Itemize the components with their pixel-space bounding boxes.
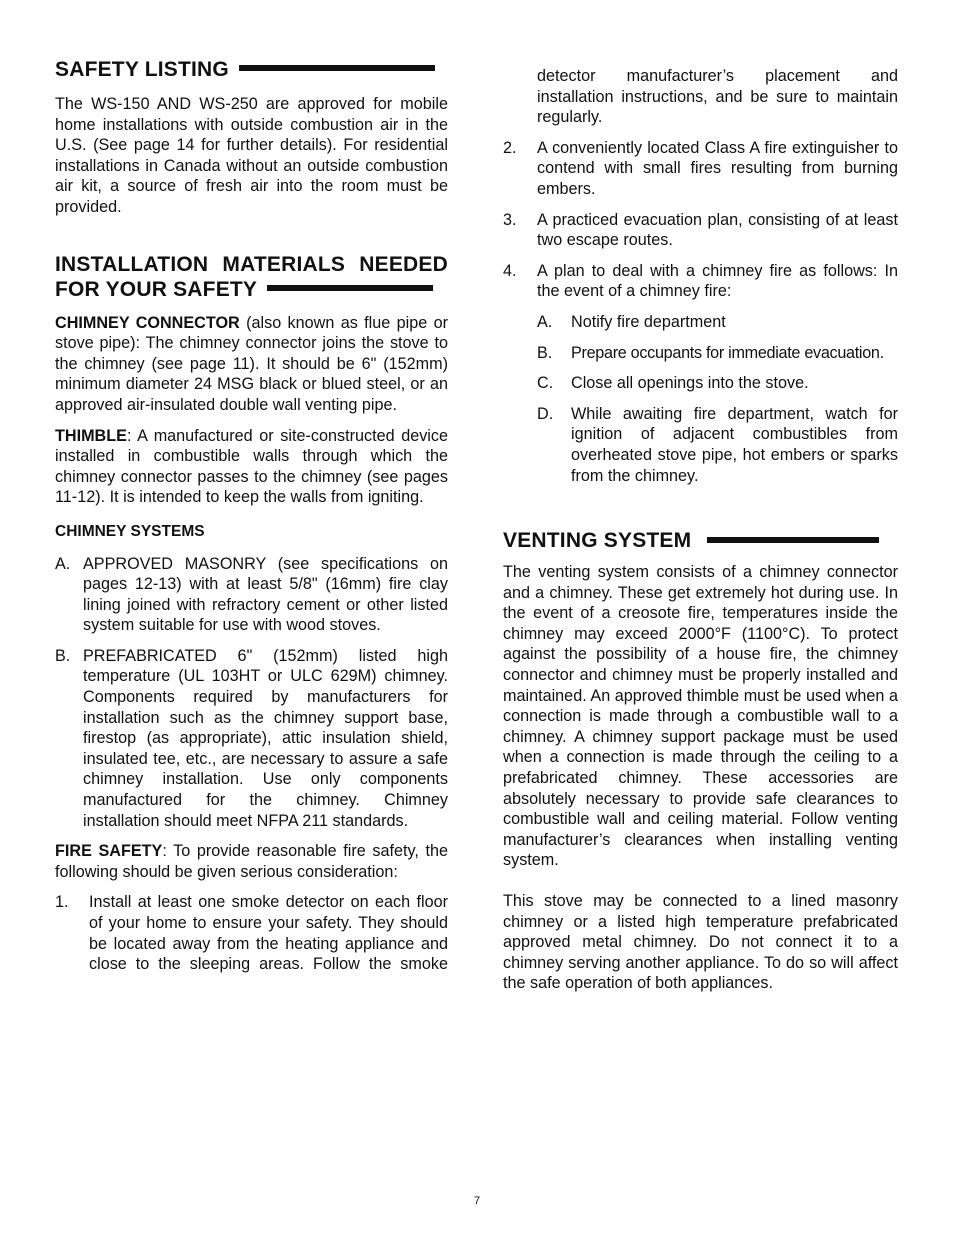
chimney-fire-step [537,343,898,364]
thimble-paragraph [55,426,448,508]
fire-safety-item [55,892,448,974]
list-label: 1. [55,893,69,912]
materials-heading-line2: FOR YOUR SAFETY [55,277,258,301]
chimney-fire-steps [537,312,898,486]
heading-rule [267,285,433,291]
list-text: detector manufacturer’s placement and installation instructions, and be sure to maintain regularly. [537,67,898,127]
list-text: Prepare occupants for immediate evacuation. [571,343,884,362]
list-text: APPROVED MASONRY (see specifications on pages 12-13) with at least 5/8" (16mm) fire clay lining joined with refractory cement or other listed system suitable for use with wood stoves. [83,554,448,635]
fire-safety-item-continued [503,66,898,128]
safety-listing-body: The WS-150 AND WS-250 are approved for mobile home installations with outside combustion air in the U.S. (See page 14 for further details). For residential installations in Canada without an outside combustion air kit, a source of fresh air into the room must be provided. [55,95,448,216]
list-label: A. [55,554,71,573]
list-text: Close all openings into the stove. [571,374,809,393]
thimble-text: : A manufactured or site-constructed device installed in combustible walls through which the chimney connector passes to the chimney (see pages 11-12). It is intended to keep the walls from igniting. [55,426,448,507]
fire-safety-item [503,261,898,302]
list-text: A conveniently located Class A fire extinguisher to contend with small fires resulting from burning embers. [537,138,898,198]
page-number: 7 [473,1195,481,1207]
fire-safety-term: FIRE SAFETY [55,842,163,861]
right-column [503,66,898,994]
list-text: Install at least one smoke detector on each floor of your home to ensure your safety. They should be located away from the heating appliance and close to the sleeping areas. Follow the smoke [89,893,448,974]
chimney-system-item [55,646,448,831]
thimble-term: THIMBLE [55,426,127,445]
list-label: C. [537,374,554,393]
materials-heading [55,252,448,302]
list-text: A practiced evacuation plan, consisting of at least two escape routes. [537,210,898,250]
list-text: Notify fire department [571,312,726,331]
list-label: 2. [503,138,517,157]
list-label: 4. [503,261,517,280]
chimney-connector-term: CHIMNEY CONNECTOR [55,313,240,332]
list-text: While awaiting fire department, watch for ignition of adjacent combustibles from overheated stove pipe, hot embers or sparks from the chimney. [571,404,898,485]
safety-listing-heading: SAFETY LISTING [55,57,448,82]
chimney-systems-heading: CHIMNEY SYSTEMS [55,522,205,540]
list-label: B. [55,646,71,665]
chimney-fire-step [537,312,898,333]
materials-heading-line1: INSTALLATION MATERIALS NEEDED [55,252,448,276]
list-text: A plan to deal with a chimney fire as follows: In the event of a chimney fire: [537,261,898,301]
chimney-fire-step [537,404,898,486]
fire-safety-item [503,138,898,200]
list-text: PREFABRICATED 6" (152mm) listed high temperature (UL 103HT or ULC 629M) chimney. Components required by manufacturers for installation such as the chimney support base, firestop (as appropriate), attic insulation shield, insulated tee, etc., are necessary to assure a safe chimney installation. Use only components manufactured for the chimney. Chimney installation should meet NFPA 211 standards. [83,646,448,830]
fire-safety-item [503,210,898,251]
list-label: B. [537,343,553,362]
fire-safety-paragraph [55,841,448,882]
list-label: 3. [503,210,517,229]
chimney-connector-text: (also known as flue pipe or stove pipe): The chimney connector joins the stove to the chimney (see page 11). It should be 6" (152mm) minimum diameter 24 MSG black or blued steel, or an approved air-insulated double wall venting pipe. [55,313,448,414]
left-column [55,57,448,975]
venting-paragraph-1: The venting system consists of a chimney connector and a chimney. These get extremely hot during use. In the event of a creosote fire, temperatures inside the chimney may exceed 2000°F (1100°C). To protect against the possibility of a house fire, the chimney connector and chimney must be properly installed and maintained. An approved thimble must be used when a connection is made through a combustible wall to a chimney. A chimney support package must be used when a connection is made through the ceiling to a prefabricated chimney. These accessories are absolutely necessary to provide safe clearances to combustible wall and ceiling material. Follow venting manufacturer’s clearances when installing venting system. [503,563,898,870]
fire-safety-text: : To provide reasonable fire safety, the following should be given serious consideration: [55,842,448,881]
chimney-fire-step [537,373,898,394]
chimney-connector-paragraph [55,313,448,416]
heading-rule [707,537,879,543]
heading-rule [239,65,435,71]
venting-paragraph-2: This stove may be connected to a lined masonry chimney or a listed high temperature prefabricated approved metal chimney. Do not connect it to a chimney serving another appliance. To do so will affect the safe operation of both appliances. [503,892,898,993]
chimney-system-item [55,554,448,636]
venting-system-heading: VENTING SYSTEM [503,528,898,553]
list-label: D. [537,404,554,423]
list-label: A. [537,312,553,331]
